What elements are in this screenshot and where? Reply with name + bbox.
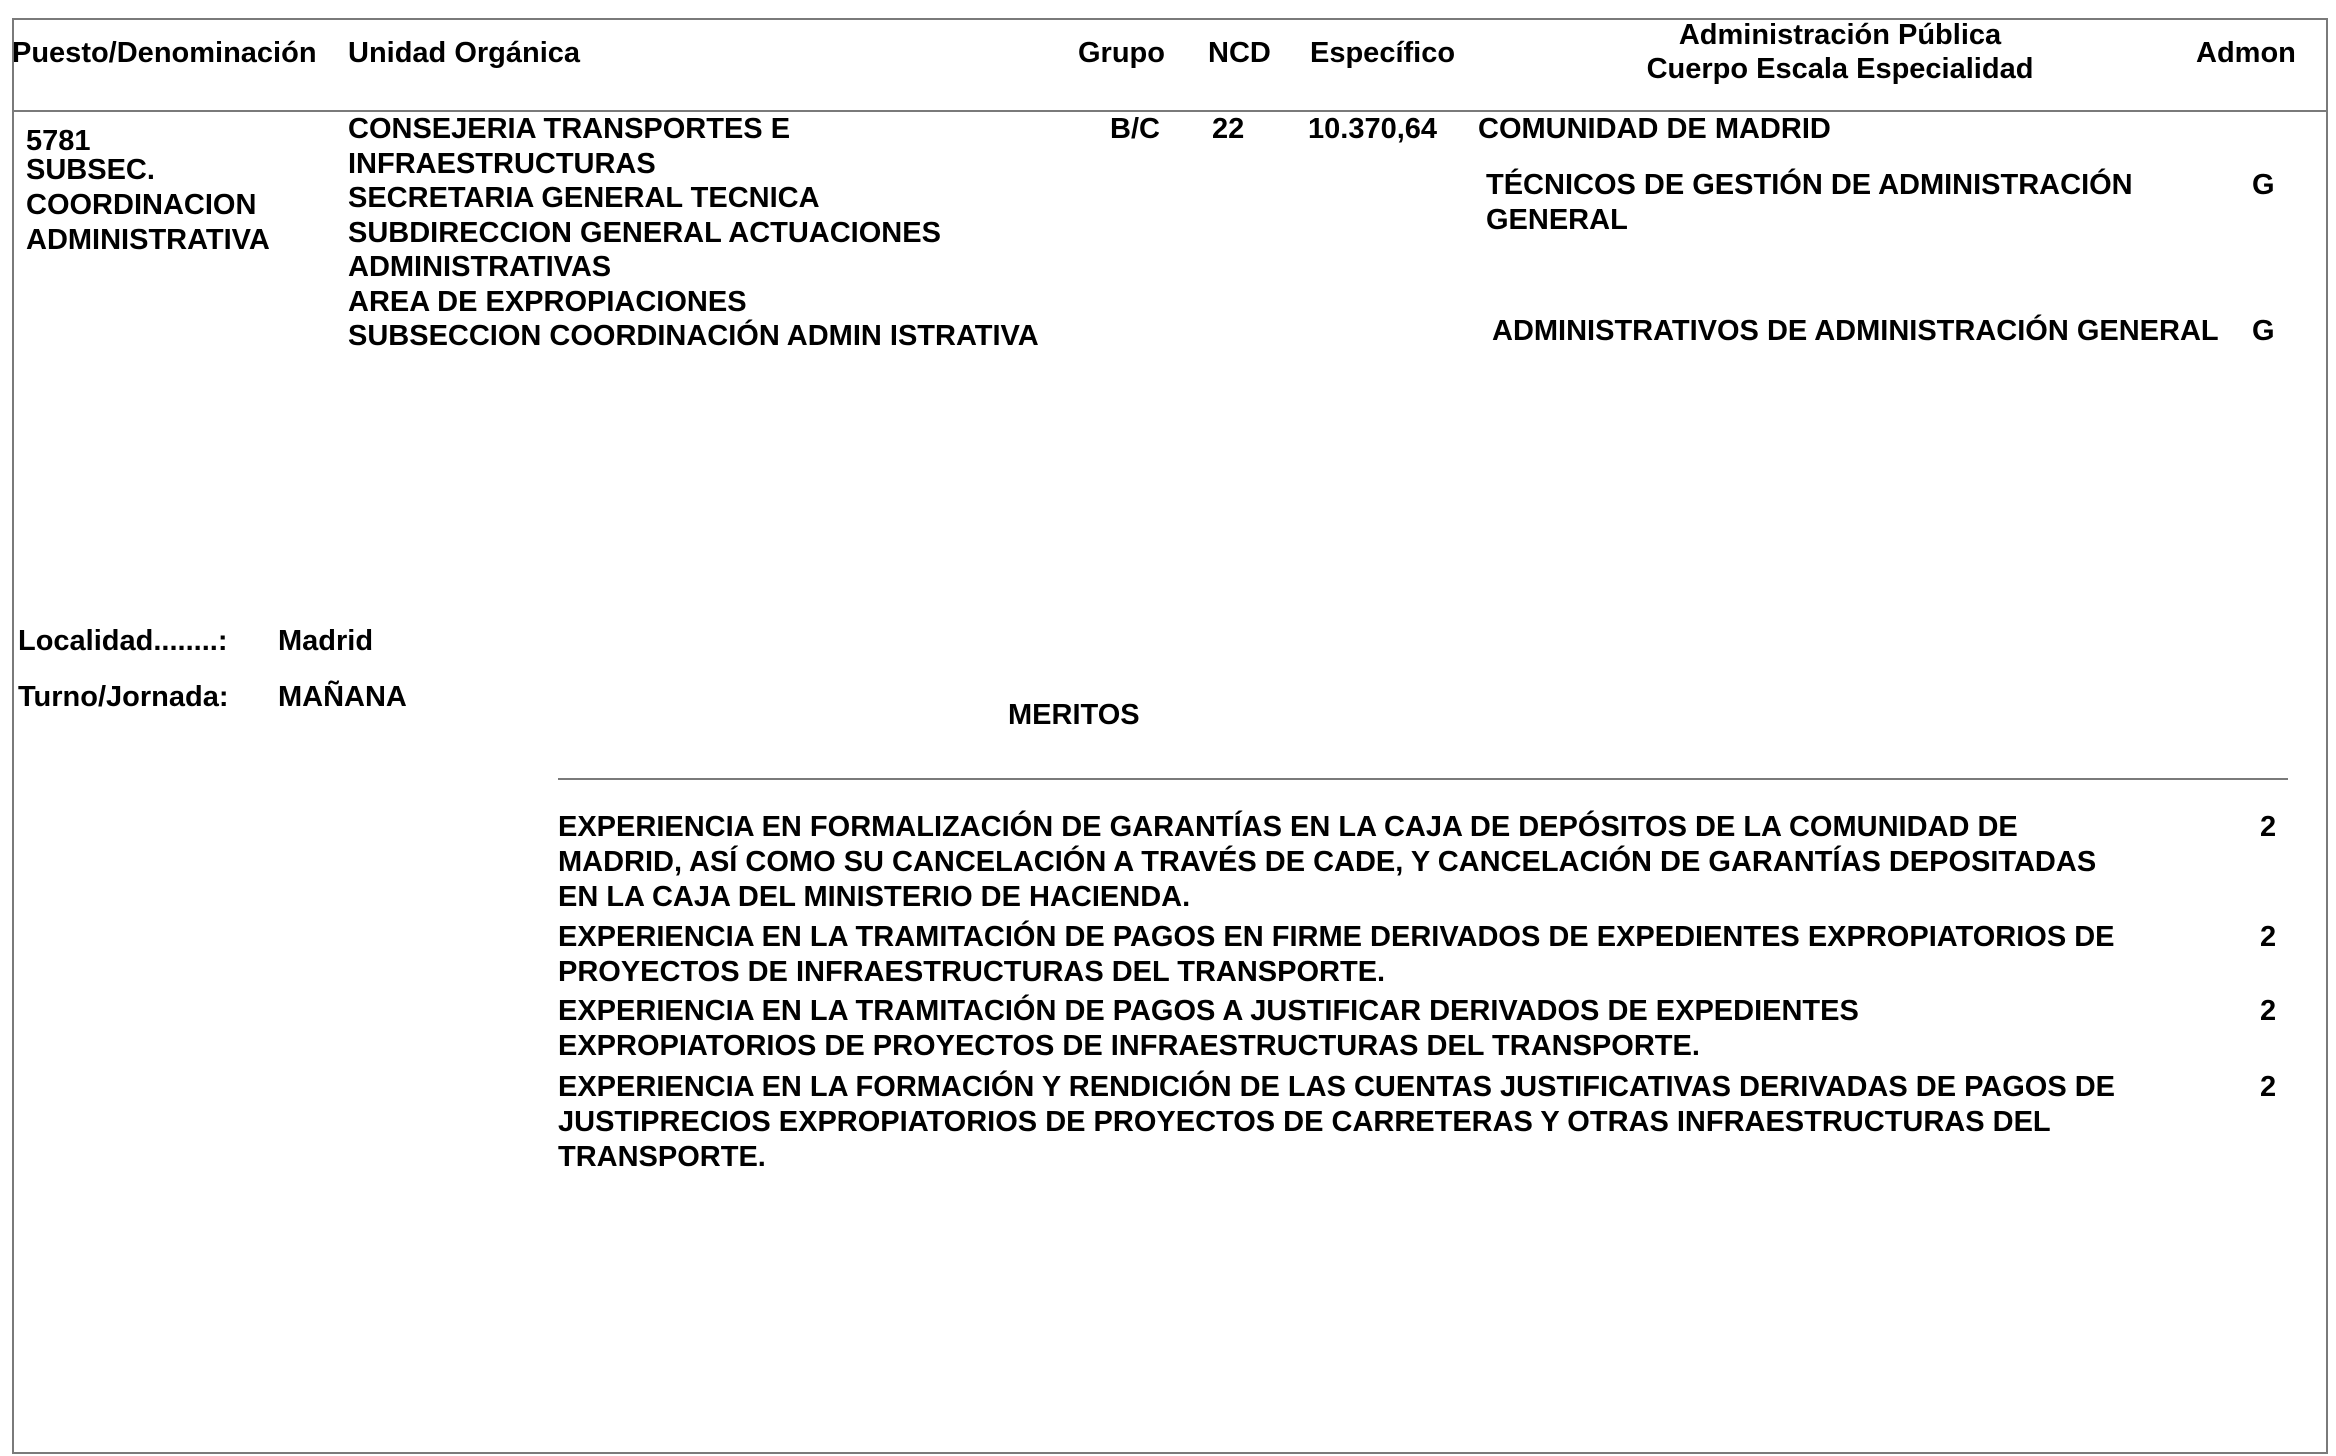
unidad-line: AREA DE EXPROPIACIONES <box>348 285 747 318</box>
merito-points: 2 <box>2260 811 2277 843</box>
merito-points: 2 <box>2260 1071 2277 1103</box>
header-unidad: Unidad Orgánica <box>348 37 581 69</box>
localidad-value: Madrid <box>278 625 374 657</box>
header-admin-line1: Administración Pública <box>1678 19 2002 51</box>
header-admon: Admon <box>2196 37 2296 69</box>
header-especifico: Específico <box>1310 37 1456 69</box>
cuerpo-tecnicos <box>1486 168 2133 238</box>
header-ncd: NCD <box>1208 37 1271 69</box>
puesto-line: COORDINACION <box>26 189 257 221</box>
puesto-denominacion <box>26 124 270 258</box>
merito-text: EXPERIENCIA EN LA TRAMITACIÓN DE PAGOS EN FIRME DERIVADOS DE EXPEDIENTES EXPROPIATORIOS DE PROYECTOS DE INFRAESTRUCTURAS DEL TRANSPORTE. <box>558 921 2115 988</box>
cuerpo-line: TÉCNICOS DE GESTIÓN DE ADMINISTRACIÓN <box>1486 169 2133 201</box>
grupo-value: B/C <box>1110 113 1160 145</box>
merito-text: EXPERIENCIA EN LA FORMACIÓN Y RENDICIÓN DE LAS CUENTAS JUSTIFICATIVAS DERIVADAS DE PAGOS DE JUSTIPRECIOS EXPROPIATORIOS DE PROYECTOS DE CARRETERAS Y OTRAS INFRAESTRUCTURAS DEL TRANSPORTE. <box>558 1071 2116 1173</box>
meritos-divider <box>558 778 2288 780</box>
especifico-value: 10.370,64 <box>1308 113 1438 145</box>
merito-text: EXPERIENCIA EN LA TRAMITACIÓN DE PAGOS A JUSTIFICAR DERIVADOS DE EXPEDIENTES EXPROPIATORIOS DE PROYECTOS DE INFRAESTRUCTURAS DEL TRANSPORTE. <box>558 995 1859 1062</box>
meritos-title: MERITOS <box>1008 699 1140 731</box>
merito-points: 2 <box>2260 921 2277 953</box>
cuerpo-tecnicos-admon: G <box>2252 169 2275 201</box>
unidad-line: INFRAESTRUCTURAS <box>348 147 656 180</box>
turno-value: MAÑANA <box>278 681 407 713</box>
unidad-line: SUBDIRECCION GENERAL ACTUACIONES <box>348 216 941 249</box>
unidad-line: SUBSECCION COORDINACIÓN ADMIN ISTRATIVA <box>348 320 1039 352</box>
puesto-code: 5781 <box>26 125 91 157</box>
cuerpo-line: GENERAL <box>1486 204 1628 236</box>
merito-points: 2 <box>2260 995 2277 1027</box>
cuerpo-administrativos-admon: G <box>2252 315 2275 347</box>
header-admin-line2: Cuerpo Escala Especialidad <box>1646 53 2034 85</box>
merito-text: EXPERIENCIA EN FORMALIZACIÓN DE GARANTÍAS EN LA CAJA DE DEPÓSITOS DE LA COMUNIDAD DE MADRID, ASÍ COMO SU CANCELACIÓN A TRAVÉS DE CADE, Y CANCELACIÓN DE GARANTÍAS DEPOSITADAS EN LA CAJA DEL MINISTERIO DE HACIENDA. <box>558 811 2097 913</box>
turno-label: Turno/Jornada: <box>18 681 229 713</box>
cuerpo-administrativos: ADMINISTRATIVOS DE ADMINISTRACIÓN GENERAL <box>1492 315 2219 347</box>
header-grupo: Grupo <box>1078 37 1165 69</box>
puesto-line: SUBSEC. <box>26 154 155 186</box>
localidad-label: Localidad........: <box>18 625 228 657</box>
unidad-organica <box>348 112 1039 354</box>
unidad-line: SECRETARIA GENERAL TECNICA <box>348 182 820 214</box>
unidad-line: CONSEJERIA TRANSPORTES E <box>348 113 791 145</box>
puesto-line: ADMINISTRATIVA <box>26 224 270 256</box>
header-puesto: Puesto/Denominación <box>12 37 317 69</box>
unidad-line: ADMINISTRATIVAS <box>348 251 612 283</box>
ncd-value: 22 <box>1212 113 1245 145</box>
administracion-name: COMUNIDAD DE MADRID <box>1478 113 1831 145</box>
